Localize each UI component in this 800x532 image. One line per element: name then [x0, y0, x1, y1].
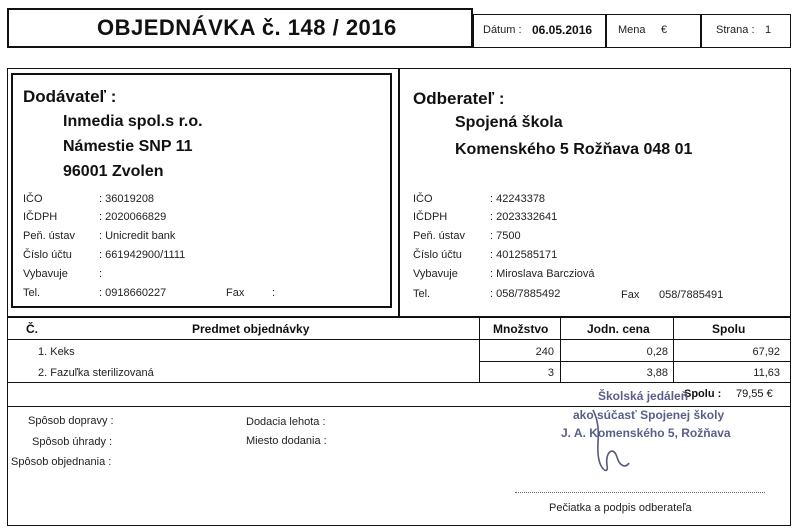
customer-name: Spojená škola: [455, 114, 563, 131]
signature-line: [515, 492, 765, 493]
supplier-field-label: IČDPH: [23, 211, 58, 223]
sum-label: Spolu :: [684, 388, 722, 400]
supplier-field-value: : Unicredit bank: [99, 230, 176, 242]
supplier-field-label: Číslo účtu: [23, 249, 72, 261]
supplier-field-value: : 36019208: [99, 193, 155, 205]
order-method-label: Spôsob objednania :: [11, 456, 112, 468]
table-row-quantity: 3: [547, 367, 554, 379]
table-header-quantity: Množstvo: [493, 322, 549, 336]
table-header-item: Predmet objednávky: [192, 322, 310, 336]
table-row-unit-price: 3,88: [646, 367, 668, 379]
table-bottom-rule: [7, 382, 791, 383]
customer-fax-value: 058/7885491: [659, 289, 724, 301]
supplier-street: Námestie SNP 11: [63, 138, 193, 155]
sum-rule: [7, 406, 791, 407]
currency-value: €: [661, 24, 668, 36]
customer-field-value: : 058/7885492: [490, 288, 561, 300]
document-title: OBJEDNÁVKA č. 148 / 2016: [97, 15, 397, 40]
supplier-field-value: : 2020066829: [99, 211, 167, 223]
customer-field-label: Tel.: [413, 288, 431, 300]
table-header-unit-price: Jodn. cena: [587, 322, 650, 336]
table-row-total: 11,63: [753, 367, 780, 379]
supplier-name: Inmedia spol.s r.o.: [63, 113, 203, 130]
stamp-line: J. A. Komenského 5, Rožňava: [561, 426, 731, 440]
customer-field-value: : Miroslava Barcziová: [490, 268, 595, 280]
delivery-label: Dodacia lehota :: [246, 416, 326, 428]
customer-field-label: IČO: [413, 193, 433, 205]
customer-field-value: : 42243378: [490, 193, 546, 205]
supplier-fax-label: Fax: [226, 287, 245, 299]
supplier-field-label: Tel.: [23, 287, 41, 299]
customer-divider: [398, 68, 400, 316]
supplier-fax-value: :: [272, 287, 276, 299]
signature-scribble: [585, 405, 635, 480]
stamp-line: ako súčasť Spojenej školy: [573, 408, 725, 422]
customer-field-label: Peň. ústav: [413, 230, 465, 242]
date-value: 06.05.2016: [532, 23, 593, 37]
supplier-field-label: IČO: [23, 193, 43, 205]
customer-field-label: Vybavuje: [413, 268, 458, 280]
supplier-field-value: : 0918660227: [99, 287, 167, 299]
customer-heading: Odberateľ :: [413, 89, 505, 108]
customer-field-label: Číslo účtu: [413, 249, 462, 261]
supplier-city: 96001 Zvolen: [63, 163, 164, 180]
table-row-unit-price: 0,28: [646, 346, 668, 358]
table-row-quantity: 240: [535, 346, 554, 358]
page-label: Strana :: [716, 24, 755, 36]
sum-value: 79,55 €: [736, 388, 773, 400]
table-header-total: Spolu: [712, 322, 746, 336]
supplier-box: [11, 73, 392, 308]
customer-fax-label: Fax: [621, 289, 640, 301]
signature-label: Pečiatka a podpis odberateľa: [549, 502, 692, 514]
place-label: Miesto dodania :: [246, 435, 327, 447]
date-label: Dátum :: [483, 24, 522, 36]
customer-address: Komenského 5 Rožňava 048 01: [455, 141, 693, 158]
supplier-field-label: Peň. ústav: [23, 230, 75, 242]
table-row-item: 2. Fazuľka sterilizovaná: [38, 367, 154, 379]
stamp-line: Školská jedáleň: [598, 389, 689, 403]
table-row-total: 67,92: [752, 346, 780, 358]
table-row-item: 1. Keks: [38, 346, 75, 358]
payment-label: Spôsob úhrady :: [32, 436, 113, 448]
customer-field-value: : 2023332641: [490, 211, 558, 223]
customer-field-value: : 7500: [490, 230, 521, 242]
supplier-heading: Dodávateľ :: [23, 87, 117, 106]
transport-label: Spôsob dopravy :: [28, 415, 114, 427]
customer-field-value: : 4012585171: [490, 249, 558, 261]
currency-label: Mena: [618, 24, 646, 36]
table-row-rule: [479, 361, 791, 362]
supplier-field-value: :: [99, 268, 103, 280]
supplier-field-value: : 661942900/1111: [99, 249, 186, 261]
supplier-field-label: Vybavuje: [23, 268, 68, 280]
customer-field-label: IČDPH: [413, 211, 448, 223]
page-value: 1: [765, 24, 772, 36]
table-header-number: Č.: [26, 322, 38, 336]
